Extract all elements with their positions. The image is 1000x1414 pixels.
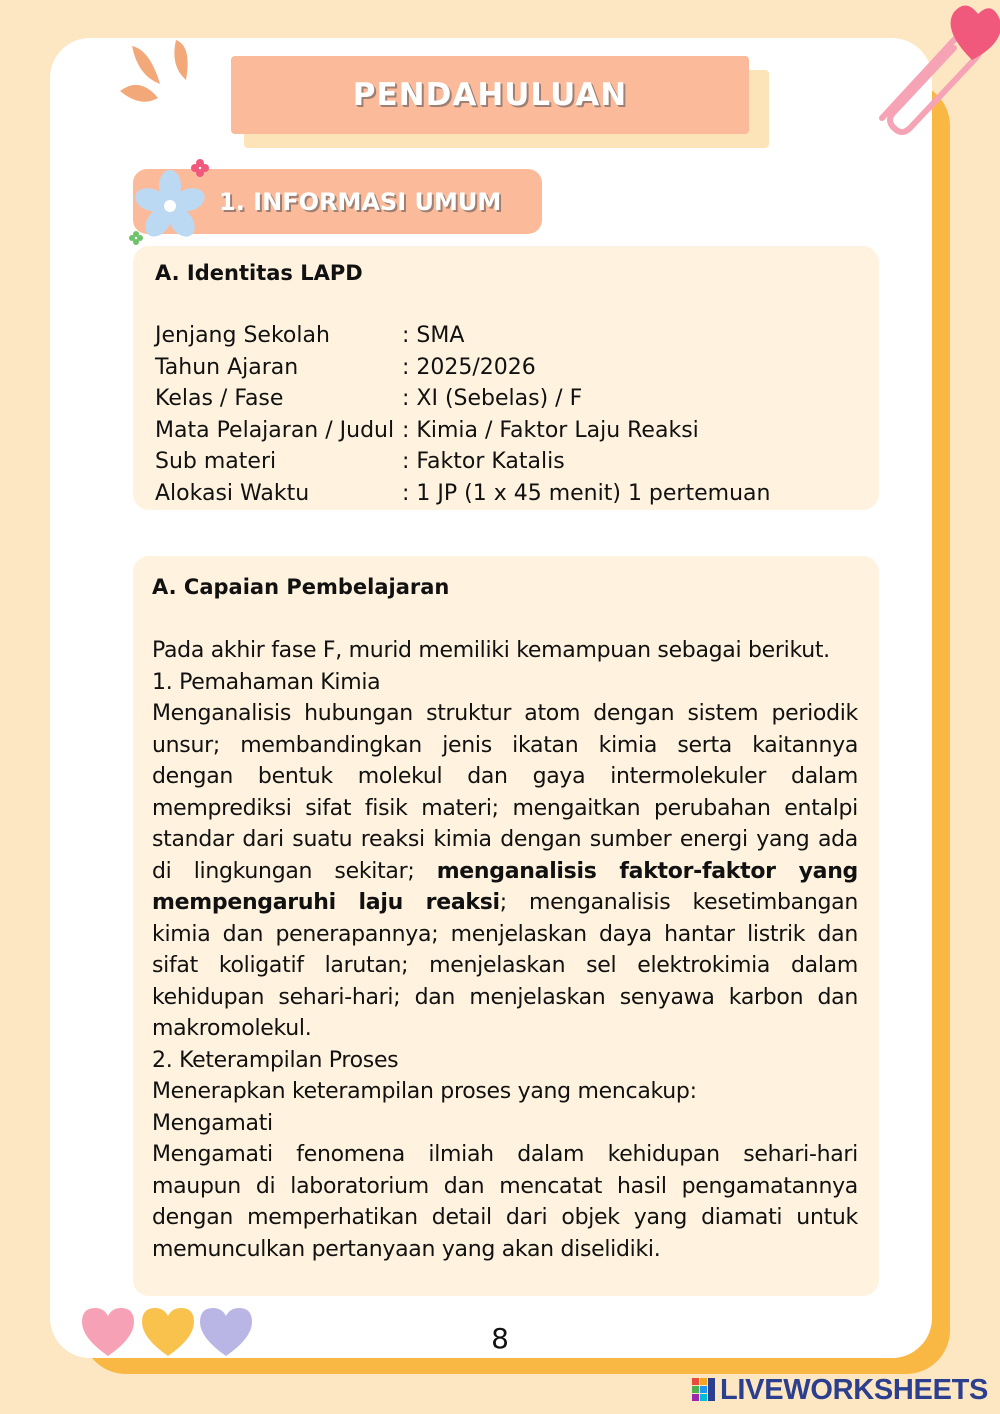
identitas-row bbox=[155, 320, 857, 352]
hearts-decoration-icon bbox=[80, 1304, 256, 1358]
sparkle-decoration-icon bbox=[110, 36, 196, 106]
flower-decoration-icon bbox=[122, 154, 222, 250]
point1-text-a: Menganalisis hubungan struktur atom dengan sistem periodik unsur; membandingkan jenis ikatan kimia serta kaitannya dengan bentuk molekul dan gaya intermolekuler dalam memprediksi sifat fisik materi; mengaitkan perubahan entalpi standar dari suatu reaksi kimia dengan sumber energi yang ada di lingkungan sekitar; bbox=[152, 701, 858, 884]
point1-text bbox=[152, 698, 858, 1045]
identitas-row bbox=[155, 415, 857, 447]
point1-text-b: ; menganalisis kesetimbangan kimia dan penerapannya; menjelaskan daya hantar listrik dan sifat koligatif larutan; menjelaskan sel elektrokimia dalam kehidupan sehari-hari; dan menjelaskan senyawa karbon dan makromolekul. bbox=[152, 890, 858, 1041]
identitas-heading: A. Identitas LAPD bbox=[155, 261, 363, 285]
brand-name: LIVEWORKSHEETS bbox=[720, 1373, 989, 1406]
brand-logo[interactable] bbox=[692, 1374, 988, 1406]
capaian-box bbox=[133, 556, 879, 1296]
point1-title: 1. Pemahaman Kimia bbox=[152, 669, 381, 695]
section-title: 1. INFORMASI UMUM bbox=[219, 187, 502, 216]
identitas-value: : 1 JP (1 x 45 menit) 1 pertemuan bbox=[402, 480, 771, 506]
point2-title: 2. Keterampilan Proses bbox=[152, 1047, 399, 1073]
identitas-value: : SMA bbox=[402, 323, 465, 348]
title-banner bbox=[231, 56, 749, 134]
heart-paperclip-icon bbox=[862, 0, 1000, 140]
identitas-row bbox=[155, 478, 857, 510]
identitas-label: Mata Pelajaran / Judul bbox=[155, 417, 395, 443]
identitas-value: : XI (Sebelas) / F bbox=[402, 386, 583, 411]
capaian-body bbox=[152, 635, 859, 1265]
point2-intro: Menerapkan keterampilan proses yang mencakup: bbox=[152, 1079, 697, 1104]
identitas-value: : Kimia / Faktor Laju Reaksi bbox=[402, 417, 699, 443]
identitas-label: Sub materi bbox=[155, 449, 277, 474]
sub-text: Mengamati fenomena ilmiah dalam kehidupan sehari-hari maupun di laboratorium dan mencatat hasil pengamatannya dengan memperhatikan detail dari objek yang diamati untuk memunculkan pertanyaan yang akan diselidiki. bbox=[152, 1142, 858, 1262]
identitas-row bbox=[155, 383, 857, 415]
capaian-heading: A. Capaian Pembelajaran bbox=[152, 575, 450, 599]
identitas-label: Kelas / Fase bbox=[155, 386, 284, 411]
capaian-intro: Pada akhir fase F, murid memiliki kemampuan sebagai berikut. bbox=[152, 638, 830, 663]
identitas-row bbox=[155, 446, 857, 478]
identitas-value: : Faktor Katalis bbox=[402, 449, 565, 474]
page-title: PENDAHULUAN bbox=[352, 77, 628, 113]
identitas-label: Jenjang Sekolah bbox=[155, 323, 330, 348]
identitas-label: Tahun Ajaran bbox=[155, 354, 299, 380]
sub-title: Mengamati bbox=[152, 1110, 273, 1136]
identitas-box bbox=[133, 246, 879, 510]
point1-text-bold: menganalisis faktor-faktor yang mempengaruhi laju reaksi bbox=[152, 858, 858, 915]
identitas-table bbox=[155, 320, 857, 509]
identitas-row bbox=[155, 352, 857, 384]
page-number: 8 bbox=[491, 1322, 509, 1355]
liveworksheets-logo-icon bbox=[692, 1378, 716, 1402]
identitas-label: Alokasi Waktu bbox=[155, 480, 310, 506]
identitas-value: : 2025/2026 bbox=[402, 354, 536, 380]
